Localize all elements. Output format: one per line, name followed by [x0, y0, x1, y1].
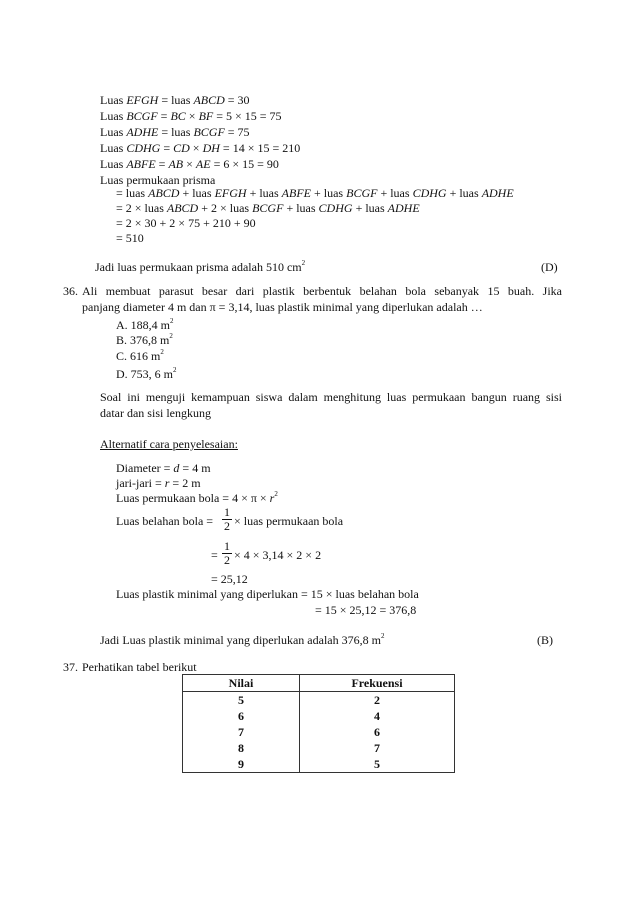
cell-nilai: 5 [183, 692, 300, 709]
q35-conclusion: Jadi luas permukaan prisma adalah 510 $cm^2$ [95, 259, 306, 274]
q36-note-line1: Soal ini menguji kemampuan siswa dalam menghitung luas permukaan bangun ruang sisi [100, 390, 562, 404]
surface-step-4: = 510 [116, 231, 144, 245]
alt-solution-heading: Alternatif cara penyelesaian: [100, 437, 238, 451]
cell-frekuensi: 4 [300, 708, 455, 724]
cell-nilai: 8 [183, 740, 300, 756]
half-fraction-1: 1 2 [224, 505, 230, 533]
q36-text-line2: panjang diameter 4 m dan π = 3,14, luas plastik minimal yang diperlukan adalah … [82, 300, 483, 314]
radius-line: jari-jari = r = 2 m [116, 476, 201, 490]
q36-note-line2: datar dan sisi lengkung [100, 406, 211, 420]
cell-nilai: 9 [183, 756, 300, 773]
table-row [183, 756, 455, 773]
plastic-line: Luas plastik minimal yang diperlukan = 15 × luas belahan bola [116, 587, 419, 601]
half-sphere-label: Luas belahan bola = [116, 514, 214, 528]
cell-frekuensi: 7 [300, 740, 455, 756]
header-frekuensi: Frekuensi [300, 675, 455, 692]
area-bcgf-line: Luas BCGF = BC × BF = 5 × 15 = 75 [100, 109, 282, 123]
q35-answer: (D) [541, 260, 558, 274]
area-cdhg-line: Luas CDHG = CD × DH = 14 × 15 = 210 [100, 141, 301, 155]
q37-text: Perhatikan tabel berikut [82, 660, 197, 674]
sphere-area-line: Luas permukaan bola = $4 \times \pi \times r^2$ [116, 490, 278, 505]
cell-nilai: 7 [183, 724, 300, 740]
surface-step-3: = 2 × 30 + 2 × 75 + 210 + 90 [116, 216, 256, 230]
surface-step-2: = 2 × luas ABCD + 2 × luas BCGF + luas CDHG + luas ADHE [116, 201, 420, 215]
diameter-line: Diameter = d = 4 m [116, 461, 211, 475]
header-nilai: Nilai [183, 675, 300, 692]
q36-option-c: C. 616 $m^2$ [116, 348, 164, 363]
q36-number: 36. [63, 284, 78, 298]
area-adhe-line: Luas ADHE = luas BCGF = 75 [100, 125, 250, 139]
q36-conclusion: Jadi Luas plastik minimal yang diperlukan adalah 376,8 $m^2$ [100, 632, 385, 647]
q36-text-line1: Ali membuat parasut besar dari plastik berbentuk belahan bola sebanyak 15 buah. Jika [82, 284, 562, 298]
table-header-row [183, 675, 455, 692]
q36-option-d: D. 753, 6 $m^2$ [116, 366, 177, 381]
area-abfe-line: Luas ABFE = AB × AE = 6 × 15 = 90 [100, 157, 279, 171]
q36-option-b: B. 376,8 $m^2$ [116, 332, 173, 347]
area-efgh-line: Luas EFGH = luas ABCD = 30 [100, 93, 250, 107]
cell-nilai: 6 [183, 708, 300, 724]
table-row [183, 692, 455, 709]
surface-label: Luas permukaan prisma [100, 173, 216, 187]
plastic-line-2: = 15 × 25,12 = 376,8 [315, 603, 417, 617]
surface-step-1: = luas ABCD + luas EFGH + luas ABFE + luas BCGF + luas CDHG + luas ADHE [116, 186, 514, 200]
half-result: = 25,12 [211, 572, 248, 586]
cell-frekuensi: 5 [300, 756, 455, 773]
table-row [183, 708, 455, 724]
table-row [183, 724, 455, 740]
frequency-table [182, 674, 455, 773]
cell-frekuensi: 6 [300, 724, 455, 740]
half-calc: × 4 × 3,14 × 2 × 2 [234, 548, 322, 562]
half-sphere-rest: × luas permukaan bola [234, 514, 344, 528]
cell-frekuensi: 2 [300, 692, 455, 709]
half-fraction-2: 1 2 [224, 539, 230, 567]
q36-option-a: A. 188,4 $m^2$ [116, 317, 174, 332]
q37-number: 37. [63, 660, 78, 674]
half-calc-eq: = [211, 548, 218, 562]
table-row [183, 740, 455, 756]
q36-answer: (B) [537, 633, 553, 647]
